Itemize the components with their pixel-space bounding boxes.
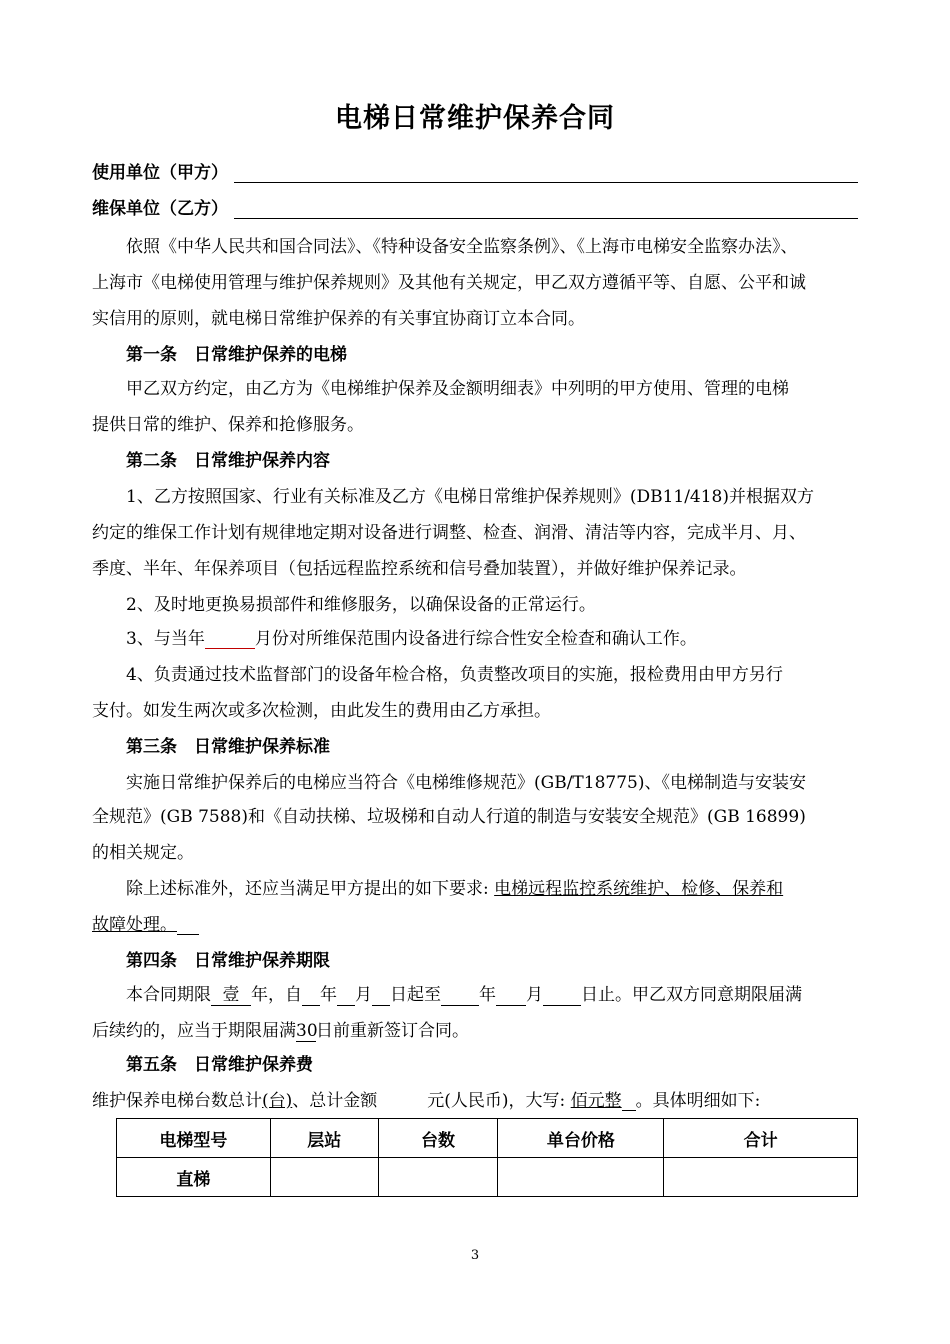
header-floors-stops: 层站 xyxy=(270,1119,378,1158)
page-number: 3 xyxy=(470,1248,480,1263)
start-year-blank[interactable] xyxy=(302,987,320,1006)
start-day-blank[interactable] xyxy=(372,987,390,1006)
end-year-blank[interactable] xyxy=(441,987,479,1006)
party-a-line xyxy=(92,158,858,183)
party-b-label: 维保单位（乙方） xyxy=(92,199,228,219)
start-month-blank[interactable] xyxy=(337,987,355,1006)
article-3-p1-line-2: 全规范》(GB 7588)和《自动扶梯、垃圾梯和自动人行道的制造与安装安全规范》(GB 16899) xyxy=(92,807,806,827)
fee-table xyxy=(116,1118,858,1197)
cell-floors-stops[interactable] xyxy=(270,1158,378,1197)
article-4-line-1: 本合同期限 壹 年，自 年 月 日起至 年 月 日止。甲乙双方同意期限届满 xyxy=(126,980,802,1006)
article-2-p4-line-2: 支付。如发生两次或多次检测，由此发生的费用由乙方承担。 xyxy=(92,701,551,721)
document-title: 电梯日常维护保养合同 xyxy=(335,103,615,134)
header-quantity: 台数 xyxy=(378,1119,498,1158)
header-unit-price: 单台价格 xyxy=(498,1119,664,1158)
article-3-p1-line-3: 的相关规定。 xyxy=(92,843,194,863)
article-1-heading: 第一条 日常维护保养的电梯 xyxy=(126,345,347,365)
end-month-blank[interactable] xyxy=(496,987,526,1006)
article-2-p1-line-2: 约定的维保工作计划有规律地定期对设备进行调整、检查、润滑、清洁等内容，完成半月、月、 xyxy=(92,523,806,543)
header-total: 合计 xyxy=(664,1119,858,1158)
article-4-heading: 第四条 日常维护保养期限 xyxy=(126,951,330,971)
cell-total[interactable] xyxy=(664,1158,858,1197)
party-b-line xyxy=(92,194,858,219)
article-2-p1-line-3: 季度、半年、年保养项目（包括远程监控系统和信号叠加装置），并做好维护保养记录。 xyxy=(92,559,747,579)
amount-in-words[interactable]: 佰元整 xyxy=(570,1091,622,1111)
header-elevator-model: 电梯型号 xyxy=(117,1119,271,1158)
intro-line-3: 实信用的原则，就电梯日常维护保养的有关事宜协商订立本合同。 xyxy=(92,309,585,329)
article-1-line-1: 甲乙双方约定，由乙方为《电梯维护保养及金额明细表》中列明的甲方使用、管理的电梯 xyxy=(126,379,789,399)
article-2-p4-line-1: 4、负责通过技术监督部门的设备年检合格，负责整改项目的实施，报检费用由甲方另行 xyxy=(126,665,783,685)
extra-requirement-text-2: 故障处理。 xyxy=(92,915,177,935)
article-3-p2-line-1: 除上述标准外，还应当满足甲方提出的如下要求: 电梯远程监控系统维护、检修、保养和 xyxy=(126,879,784,899)
cell-unit-price[interactable] xyxy=(498,1158,664,1197)
party-a-label: 使用单位（甲方） xyxy=(92,163,228,183)
party-a-blank[interactable] xyxy=(234,164,858,183)
article-3-p1-line-1: 实施日常维护保养后的电梯应当符合《电梯维修规范》(GB/T18775)、《电梯制造与安装安 xyxy=(126,773,806,793)
elevator-count-unit[interactable]: (台) xyxy=(262,1091,293,1111)
table-header-row xyxy=(117,1119,858,1158)
article-3-p2-line-2 xyxy=(92,910,199,935)
check-month-blank[interactable] xyxy=(205,630,255,649)
article-2-p1-line-1: 1、乙方按照国家、行业有关标准及乙方《电梯日常维护保养规则》(DB11/418)并根据双方 xyxy=(126,487,815,507)
cell-elevator-model: 直梯 xyxy=(117,1158,271,1197)
table-row xyxy=(117,1158,858,1197)
party-b-blank[interactable] xyxy=(234,200,858,219)
article-4-line-2: 后续约的，应当于期限届满30日前重新签订合同。 xyxy=(92,1021,469,1041)
article-1-line-2: 提供日常的维护、保养和抢修服务。 xyxy=(92,415,364,435)
article-2-p3: 3、与当年 月份对所维保范围内设备进行综合性安全检查和确认工作。 xyxy=(126,629,697,649)
intro-line-1: 依照《中华人民共和国合同法》、《特种设备安全监察条例》、《上海市电梯安全监察办法》、 xyxy=(126,237,798,257)
article-2-p2: 2、及时地更换易损部件和维修服务，以确保设备的正常运行。 xyxy=(126,595,596,615)
article-5-heading: 第五条 日常维护保养费 xyxy=(126,1055,313,1075)
contract-term-value[interactable]: 壹 xyxy=(211,980,251,1006)
intro-line-2: 上海市《电梯使用管理与维护保养规则》及其他有关规定，甲乙双方遵循平等、自愿、公平和诚 xyxy=(92,273,806,293)
renewal-days-value[interactable]: 30 xyxy=(296,1021,318,1041)
article-2-heading: 第二条 日常维护保养内容 xyxy=(126,451,330,471)
extra-requirement-text: 电梯远程监控系统维护、检修、保养和 xyxy=(494,879,784,899)
article-5-line-1: 维护保养电梯台数总计(台)、总计金额 元(人民币)，大写: 佰元整 。具体明细如下: xyxy=(92,1091,761,1111)
end-day-blank[interactable] xyxy=(543,987,581,1006)
cell-quantity[interactable] xyxy=(378,1158,498,1197)
article-3-heading: 第三条 日常维护保养标准 xyxy=(126,737,330,757)
